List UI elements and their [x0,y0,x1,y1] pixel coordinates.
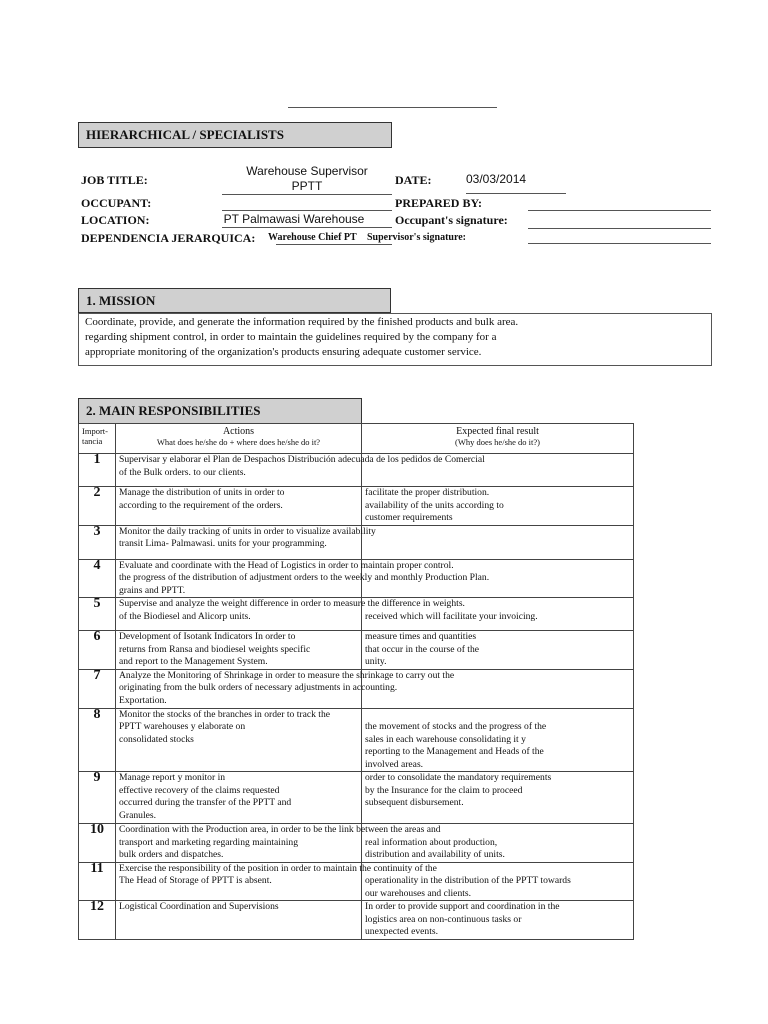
actions-line: Exercise the responsibility of the position in order to maintain the continuity of the [119,862,437,874]
table-row [79,454,634,487]
actions-line: effective recovery of the claims requested [119,784,280,796]
row-number: 1 [79,454,116,487]
row-result [362,487,634,526]
row-number: 6 [79,631,116,670]
table-row [79,669,634,708]
result-line: logistics area on non-continuous tasks or [365,913,522,925]
row-number: 9 [79,772,116,824]
result-line: that occur in the course of the [365,643,480,655]
occupant-signature-label: Occupant's signature: [395,213,508,227]
result-line: facilitate the proper distribution. [365,487,490,498]
job-title-value [222,164,392,194]
actions-line: Logistical Coordination and Supervisions [119,901,279,912]
actions-line: originating from the bulk orders of necessary adjustments in accounting. [119,682,398,693]
row-actions [116,487,362,526]
actions-column-header: Actions What does he/she do + where does he/she do it? [116,424,362,454]
row-result [362,708,634,772]
mission-line: Coordinate, provide, and generate the information required by the finished products and bulk area. [85,316,519,328]
date-label: DATE: [395,173,432,187]
actions-line: Analyze the Monitoring of Shrinkage in order to measure the shrinkage to carry out the [119,669,455,681]
job-title-underline [222,194,392,195]
row-actions [116,525,376,559]
table-row [79,772,634,824]
table-row [79,525,634,559]
result-line: In order to provide support and coordination in the [365,901,560,912]
row-actions [116,772,362,824]
supervisor-signature-underline [528,243,711,244]
job-title-label: JOB TITLE: [81,173,148,187]
result-line: unity. [365,656,387,667]
actions-line: Monitor the daily tracking of units in order to visualize availability [119,525,376,537]
row-result [362,525,634,559]
row-number: 5 [79,598,116,631]
job-title-value-line2: PPTT [291,179,323,193]
top-rule [288,107,497,108]
result-line: operationality in the distribution of the PPTT towards [365,875,571,886]
actions-line: returns from Ransa and biodiesel weights specific [119,643,311,655]
row-number: 8 [79,708,116,772]
actions-line: according to the requirement of the orders. [119,499,283,511]
table-row [79,708,634,772]
actions-line: Manage the distribution of units in order to [119,487,285,498]
mission-section-title: 1. MISSION [86,292,156,308]
actions-line: and report to the Management System. [119,656,268,667]
row-actions [116,559,490,598]
actions-line: of the Bulk orders. to our clients. [119,466,246,478]
table-row [79,824,634,863]
prepared-by-label: PREPARED BY: [395,196,483,210]
actions-line: transit Lima- Palmawasi. units for your programming. [119,538,327,549]
date-underline [466,193,566,194]
result-line: subsequent disbursement. [365,797,464,808]
job-title-value-line1: Warehouse Supervisor [246,164,368,178]
result-line [365,709,630,722]
result-line: the movement of stocks and the progress of the [365,721,547,732]
occupant-label: OCCUPANT: [81,196,152,210]
dependencia-underline [276,244,392,245]
row-actions [116,901,362,940]
responsibilities-section-title: 2. MAIN RESPONSIBILITIES [86,403,261,418]
table-row [79,631,634,670]
mission-text-box [78,313,712,366]
actions-line: Exportation. [119,694,167,706]
occupant-signature-underline [528,228,711,229]
mission-line: appropriate monitoring of the organization's products ensuring adequate customer service. [85,346,482,358]
actions-line: transport and marketing regarding maintaining [119,836,299,848]
hierarchical-section-header [78,122,392,148]
actions-line: of the Biodiesel and Alicorp units. [119,610,251,622]
actions-line: Supervise and analyze the weight difference in order to measure the difference in weights. [119,598,465,609]
mission-line: regarding shipment control, in order to maintain the guidelines required by the company for a [85,331,497,343]
dependencia-label: DEPENDENCIA JERARQUICA: [81,231,256,245]
supervisor-signature-label: Supervisor's signature: [367,232,466,243]
table-row [79,901,634,940]
row-result [362,631,634,670]
actions-line: bulk orders and dispatches. [119,849,224,860]
result-line: our warehouses and clients. [365,887,472,899]
prepared-by-underline [528,210,711,211]
result-line: availability of the units according to [365,499,504,511]
result-line: sales in each warehouse consolidating it y [365,733,526,745]
result-line: by the Insurance for the claim to proceed [365,784,523,796]
result-line: distribution and availability of units. [365,849,505,860]
result-line: unexpected events. [365,926,438,937]
actions-line: Evaluate and coordinate with the Head of Logistics in order to maintain proper control. [119,559,454,571]
result-line: customer requirements [365,512,453,523]
result-line: reporting to the Management and Heads of the [365,746,544,757]
actions-line: the progress of the distribution of adjustment orders to the weekly and monthly Production Plan. [119,572,490,583]
result-line: received which will facilitate your invoicing. [365,610,538,622]
row-actions [116,708,362,772]
row-number: 2 [79,487,116,526]
location-label: LOCATION: [81,213,150,227]
actions-line: Development of Isotank Indicators In order to [119,631,296,642]
mission-section-header [78,288,391,313]
location-underline [222,227,392,228]
row-number: 3 [79,525,116,559]
actions-line: Coordination with the Production area, in order to be the link between the areas and [119,824,441,835]
actions-line: occurred during the transfer of the PPTT and [119,797,292,808]
table-row [79,598,634,631]
result-line: order to consolidate the mandatory requirements [365,772,552,783]
location-value: PT Palmawasi Warehouse [223,212,365,226]
hierarchical-section-title: HIERARCHICAL / SPECIALISTS [86,127,284,142]
row-number: 4 [79,559,116,598]
table-row [79,487,634,526]
table-row [79,559,634,598]
result-column-header: Expected final result (Why does he/she do it?) [362,424,634,454]
row-result [362,772,634,824]
dependencia-value: Warehouse Chief PT [268,232,357,243]
importance-column-header: Import- tancia [79,424,116,454]
row-actions [116,669,455,708]
result-line: involved areas. [365,758,424,770]
row-number: 7 [79,669,116,708]
actions-line: consolidated stocks [119,733,194,745]
row-number: 12 [79,901,116,940]
row-number: 11 [79,862,116,901]
actions-line: The Head of Storage of PPTT is absent. [119,875,272,886]
table-row [79,862,634,901]
responsibilities-table [78,423,634,940]
actions-line: Manage report y monitor in [119,772,226,783]
result-line: measure times and quantities [365,631,477,642]
actions-line: Monitor the stocks of the branches in order to track the [119,708,331,720]
actions-line: grains and PPTT. [119,584,186,596]
table-header-row [79,424,634,454]
row-actions [116,631,362,670]
row-number: 10 [79,824,116,863]
date-value: 03/03/2014 [466,172,527,186]
actions-line: Supervisar y elaborar el Plan de Despachos Distribución adecuada de los pedidos de Comercial [119,454,485,465]
row-actions [116,454,485,487]
row-result [362,901,634,940]
result-line: real information about production, [365,836,498,848]
occupant-underline [222,210,392,211]
actions-line: PPTT warehouses y elaborate on [119,721,246,732]
actions-line: Granules. [119,809,157,821]
responsibilities-section-header [78,398,362,424]
